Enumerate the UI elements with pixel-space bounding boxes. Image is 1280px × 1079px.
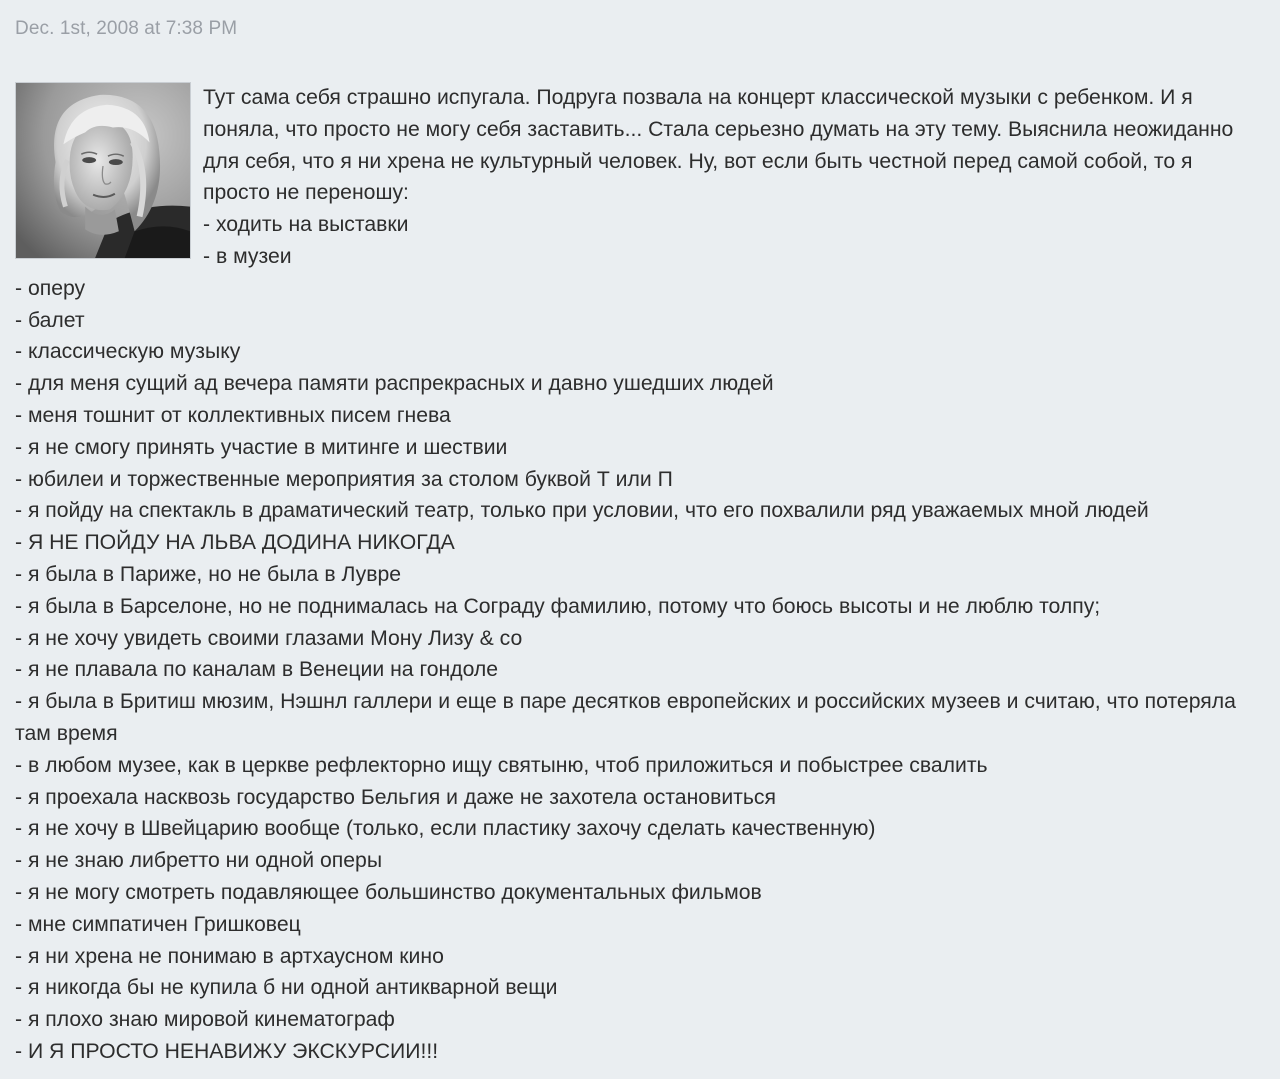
list-item: - меня тошнит от коллективных писем гнева [15,403,451,427]
list-item: - я не плавала по каналам в Венеции на гондоле [15,658,499,682]
list-item: - Я НЕ ПОЙДУ НА ЛЬВА ДОДИНА НИКОГДА [15,531,455,555]
list-item: - я была в Париже, но не была в Лувре [15,562,402,586]
list-item: - я была в Бритиш мюзим, Нэшнл галлери и еще в паре десятков европейских и российских музеев и считаю, что потеряла там время [15,690,1236,745]
list-item: - мне симпатичен Гришковец [15,912,301,936]
list-item: - я никогда бы не купила б ни одной антикварной вещи [15,976,558,1000]
list-item: - я плохо знаю мировой кинематограф [15,1008,395,1032]
list-item: - я не могу смотреть подавляющее большинство документальных фильмов [15,880,762,904]
list-item: - балет [15,308,85,332]
post-date: Dec. 1st, 2008 at 7:38 PM [15,18,238,39]
userpic-photo-icon [16,83,190,258]
userpic[interactable] [15,82,191,259]
list-item: - я не хочу в Швейцарию вообще (только, если пластику захочу сделать качественную) [15,817,876,841]
list-item: - для меня сущий ад вечера памяти распрекрасных и давно ушедших людей [15,372,774,396]
list-item: - я не хочу увидеть своими глазами Мону Лизу & со [15,626,523,650]
list-item: - ходить на выставки [203,213,409,237]
list-item: - я ни хрена не понимаю в артхаусном кино [15,944,444,968]
list-item: - я пойду на спектакль в драматический театр, только при условии, что его похвалили ряд уважаемых мной людей [15,499,1149,523]
post-body [15,82,1265,1068]
post-list [15,209,1265,1068]
list-item: - я проехала насквозь государство Бельгия и даже не захотела остановиться [15,785,776,809]
list-item: - классическую музыку [15,340,241,364]
list-item: - юбилеи и торжественные мероприятия за столом буквой Т или П [15,467,673,491]
list-item: - оперу [15,276,86,300]
list-item: - я была в Барселоне, но не поднималась на Сограду фамилию, потому что боюсь высоты и не люблю толпу; [15,594,1101,618]
list-item: - я не знаю либретто ни одной оперы [15,849,383,873]
list-item: - в музеи [203,244,292,268]
list-item: - я не смогу принять участие в митинге и шествии [15,435,508,459]
post-intro: Тут сама себя страшно испугала. Подруга позвала на концерт классической музыки с ребенком. И я поняла, что просто не могу себя заставить... Стала серьезно думать на эту тему. Выяснила неожиданно для себя, что я ни хрена не культурный человек. Ну, вот если быть честной перед самой собой, то я просто не переношу: [203,86,1234,205]
list-item: - И Я ПРОСТО НЕНАВИЖУ ЭКСКУРСИИ!!! [15,1039,439,1063]
list-item: - в любом музее, как в церкве рефлекторно ищу святыню, чтоб приложиться и побыстрее свалить [15,753,988,777]
